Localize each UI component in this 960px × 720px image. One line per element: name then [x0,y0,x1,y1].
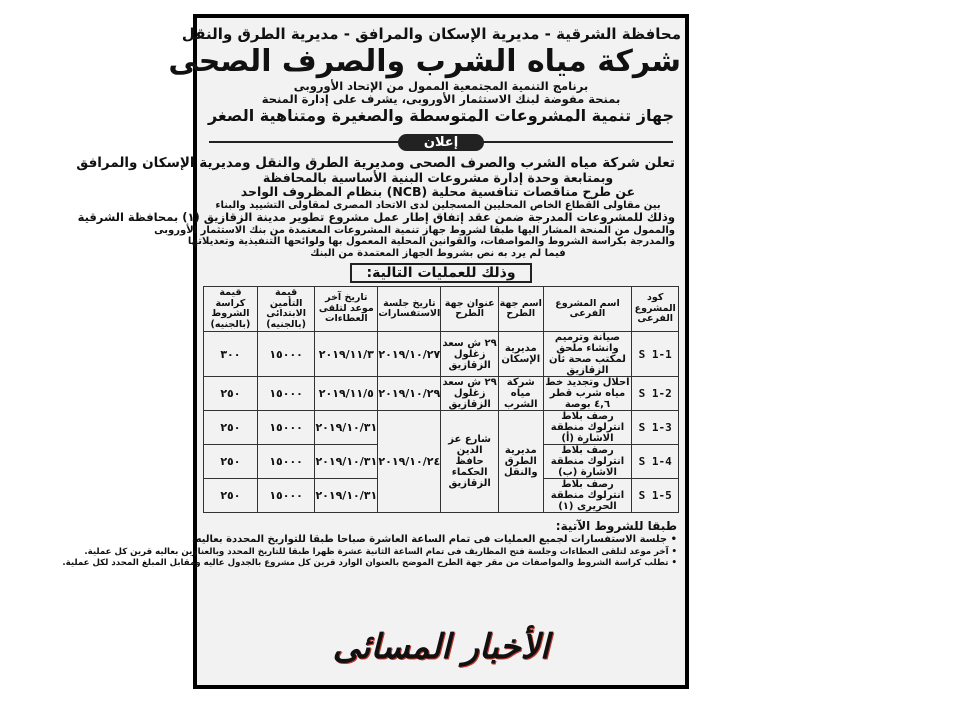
table-header-row [204,287,679,332]
col-agency: اسم جهة الطرح [498,287,543,332]
terms-item: • آخر موعد لتلقى العطاءات وجلسة فتح المظاريف فى تمام الساعة الثانية عشرة ظهرا طبقا للتاريخ المحدد وبالعناوين بعاليه قرين كل عملية. [84,546,677,557]
announcement-page [62,22,681,681]
cell-code: S 1-5 [632,479,679,513]
cell-name: رصف بلاط انترلوك منطقة الحريرى (١) [543,479,632,513]
cell-fee: ٢٥٠ [204,377,258,411]
announcement-badge: إعلان [398,134,484,151]
cell-insurance: ١٥٠٠٠ [257,445,314,479]
col-insurance: قيمة التأمين الابتدائى (بالجنيه) [257,287,314,332]
cell-fee: ٢٥٠ [204,479,258,513]
cell-code: S 1-4 [632,445,679,479]
newspaper-logo [201,627,681,667]
cell-insurance: ١٥٠٠٠ [257,377,314,411]
cell-deadline: ٢٠١٩/١٠/٣١ [315,445,378,479]
announcement-badge-row [201,131,681,153]
announcement-line-1: تعلن شركة مياه الشرب والصرف الصحى ومديرية الطرق والنقل ومديرية الإسكان والمرافق [76,154,675,171]
cell-fee: ٣٠٠ [204,332,258,377]
col-address: عنوان جهة الطرح [441,287,499,332]
cell-code: S 1-1 [632,332,679,377]
announcement-line-5: وذلك للمشروعات المدرجة ضمن عقد إتفاق إطار عمل مشروع تطوير مدينة الزقازيق (١) بمحافظة الشرقية [77,210,675,225]
cell-insurance: ١٥٠٠٠ [257,332,314,377]
cell-name: رصف بلاط انترلوك منطقة الاشارة (ب) [543,445,632,479]
cell-deadline: ٢٠١٩/١٠/٣١ [315,411,378,445]
cell-name: صيانة وترميم وانشاء ملحق لمكتب صحة ثان الزقازيق [543,332,632,377]
cell-agency: مديرية الطرق والنقل [498,411,543,513]
cell-name: رصف بلاط انترلوك منطقة الاشارة (أ) [543,411,632,445]
col-project-name: اسم المشروع الفرعى [543,287,632,332]
cell-name: احلال وتجديد خط مياه شرب قطر ٤,٦ بوصة [543,377,632,411]
program-line-1: برنامج التنمية المجتمعية الممول من الإتحاد الأوروبى [293,78,589,93]
cell-code: S 1-3 [632,411,679,445]
cell-agency: شركة مياه الشرب [498,377,543,411]
cell-inquiry: ٢٠١٩/١٠/٢٤ [378,411,441,513]
cell-insurance: ١٥٠٠٠ [257,479,314,513]
col-project-code: كود المشروع الفرعى [632,287,679,332]
announcement-line-3: عن طرح مناقصات تنافسية محلية (NCB) بنظام المظروف الواحد [240,184,636,200]
cell-address: شارع عز الدين حافظ الحكماء الزقازيق [441,411,499,513]
col-inquiry-date: تاريخ جلسة الاستفسارات [378,287,441,332]
operations-title: وذلك للعمليات التالية: [350,263,531,283]
announcement-line-4: بين مقاولى القطاع الخاص المحليين المسجلين لدى الاتحاد المصرى لمقاولى التشييد والبناء [215,199,661,211]
cell-deadline: ٢٠١٩/١١/٣ [315,332,378,377]
company-title: شركة مياه الشرب والصرف الصحى [168,44,681,80]
newspaper-clipping [62,14,689,689]
announcement-line-2: وبمتابعة وحدة إدارة مشروعات البنية الأساسية بالمحافظة [262,170,614,186]
cell-code: S 1-2 [632,377,679,411]
terms-section [62,519,681,570]
cell-fee: ٢٥٠ [204,445,258,479]
logo-text: الأخبار المسائى [332,627,550,667]
tenders-table [203,286,679,513]
announcement-line-8: فيما لم يرد به نص بشروط الجهاز المعتمدة من البنك [310,247,566,259]
col-fee: قيمة كراسة الشروط (بالجنيه) [204,287,258,332]
agency-title: جهاز تنمية المشروعات المتوسطة والصغيرة ومتناهية الصغر [207,106,675,126]
cell-insurance: ١٥٠٠٠ [257,411,314,445]
col-deadline: تاريخ آخر موعد لتلقى العطاءات [315,287,378,332]
cell-address: ٢٩ ش سعد زغلول الزقازيق [442,377,497,411]
terms-title: طبقا للشروط الآتية: [555,519,677,534]
cell-deadline: ٢٠١٩/١١/٥ [315,377,378,411]
table-row [204,411,679,445]
cell-inquiry: ٢٠١٩/١٠/٢٧ [378,332,441,377]
cell-address: ٢٩ ش سعد زغلول الزقازيق [441,332,499,377]
table-row [204,332,679,377]
cell-inquiry: ٢٠١٩/١٠/٢٩ [378,377,441,411]
authorities-line: محافظة الشرقية - مديرية الإسكان والمرافق - مديرية الطرق والنقل [181,25,681,43]
cell-deadline: ٢٠١٩/١٠/٣١ [315,479,378,513]
announcement-line-6: والممول من المنحة المشار اليها طبقا لشروط جهاز تنمية المشروعات المعتمدة من بنك الاستثمار الأوروبى [154,224,675,236]
terms-item: • تطلب كراسة الشروط والمواصفات من مقر جهة الطرح الموضح بالعنوان الوارد قرين كل مشروع بالجدول عاليه ومقابل المبلغ المحدد لكل عملية. [62,558,677,569]
terms-item: • جلسة الاستفسارات لجميع العمليات فى تمام الساعة العاشرة صباحا طبقا للتواريخ المحددة بعاليه. [191,534,677,546]
program-line-2: بمنحة مفوضة لبنك الاستثمار الأوروبى، يشرف على إدارة المنحة [261,91,621,106]
table-row [204,377,679,411]
cell-fee: ٢٥٠ [204,411,258,445]
cell-agency: مديرية الإسكان [498,332,543,377]
announcement-line-7: والمدرجة بكراسة الشروط والمواصفات، والقوانين المحلية المعمول بها ولوائحها التنفيذية وتعديلاتها [187,236,675,248]
